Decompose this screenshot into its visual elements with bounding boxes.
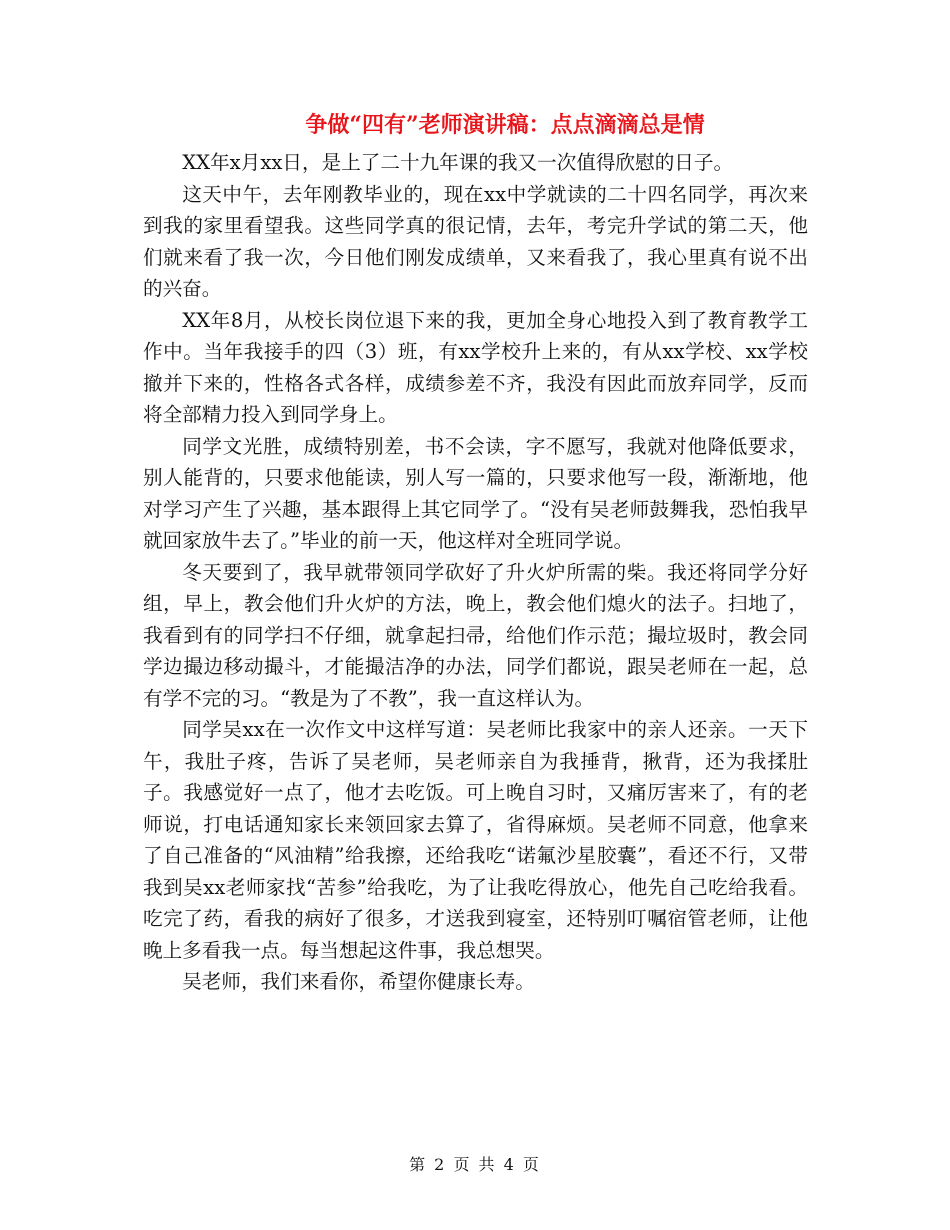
paragraph-6: 同学吴xx在一次作文中这样写道：吴老师比我家中的亲人还亲。一天下午，我肚子疼，告诉了吴老师，吴老师亲自为我捶背，揪背，还为我揉肚子。我感觉好一点了，他才去吃饭。可上晚自习时，又痛厉害来了，有的老师说，打电话通知家长来领回家去算了，省得麻烦。吴老师不同意，他拿来了自己准备的“风油精”给我擦，还给我吃“诺氟沙星胶囊”，看还不行，又带我到吴xx老师家找“苦参”给我吃，为了让我吃得放心，他先自己吃给我看。吃完了药，看我的病好了很多，才送我到寝室，还特别叮嘱宿管老师，让他晚上多看我一点。每当想起这件事，我总想哭。	[143, 718, 808, 962]
paragraph-2: 这天中午，去年刚教毕业的，现在xx中学就读的二十四名同学，再次来到我的家里看望我。这些同学真的很记情，去年，考完升学试的第二天，他们就来看了我一次，今日他们刚发成绩单，又来看我了，我心里真有说不出的兴奋。	[143, 182, 808, 300]
paragraph-4: 同学文光胜，成绩特别差，书不会读，字不愿写，我就对他降低要求，别人能背的，只要求他能读，别人写一篇的，只要求他写一段，渐渐地，他对学习产生了兴趣，基本跟得上其它同学了。“没有吴老师鼓舞我，恐怕我早就回家放牛去了。”毕业的前一天，他这样对全班同学说。	[143, 434, 808, 552]
paragraph-1: XX年x月xx日，是上了二十九年课的我又一次值得欣慰的日子。	[182, 151, 734, 174]
document-title: 争做“四有”老师演讲稿：点点滴滴总是情	[305, 112, 705, 138]
paragraph-3: XX年8月，从校长岗位退下来的我，更加全身心地投入到了教育教学工作中。当年我接手的四（3）班，有xx学校升上来的，有从xx学校、xx学校撤并下来的，性格各式各样，成绩参差不齐，我没有因此而放弃同学，反而将全部精力投入到同学身上。	[143, 308, 808, 426]
document-body	[143, 147, 808, 998]
page-footer: 第 2 页 共 4 页	[409, 1155, 541, 1174]
paragraph-5: 冬天要到了，我早就带领同学砍好了升火炉所需的柴。我还将同学分好组，早上，教会他们升火炉的方法，晚上，教会他们熄火的法子。扫地了，我看到有的同学扫不仔细，就拿起扫帚，给他们作示范；撮垃圾时，教会同学边撮边移动撮斗，才能撮洁净的办法，同学们都说，跟吴老师在一起，总有学不完的习。“教是为了不教”，我一直这样认为。	[143, 560, 808, 710]
paragraph-7: 吴老师，我们来看你，希望你健康长寿。	[182, 970, 535, 993]
